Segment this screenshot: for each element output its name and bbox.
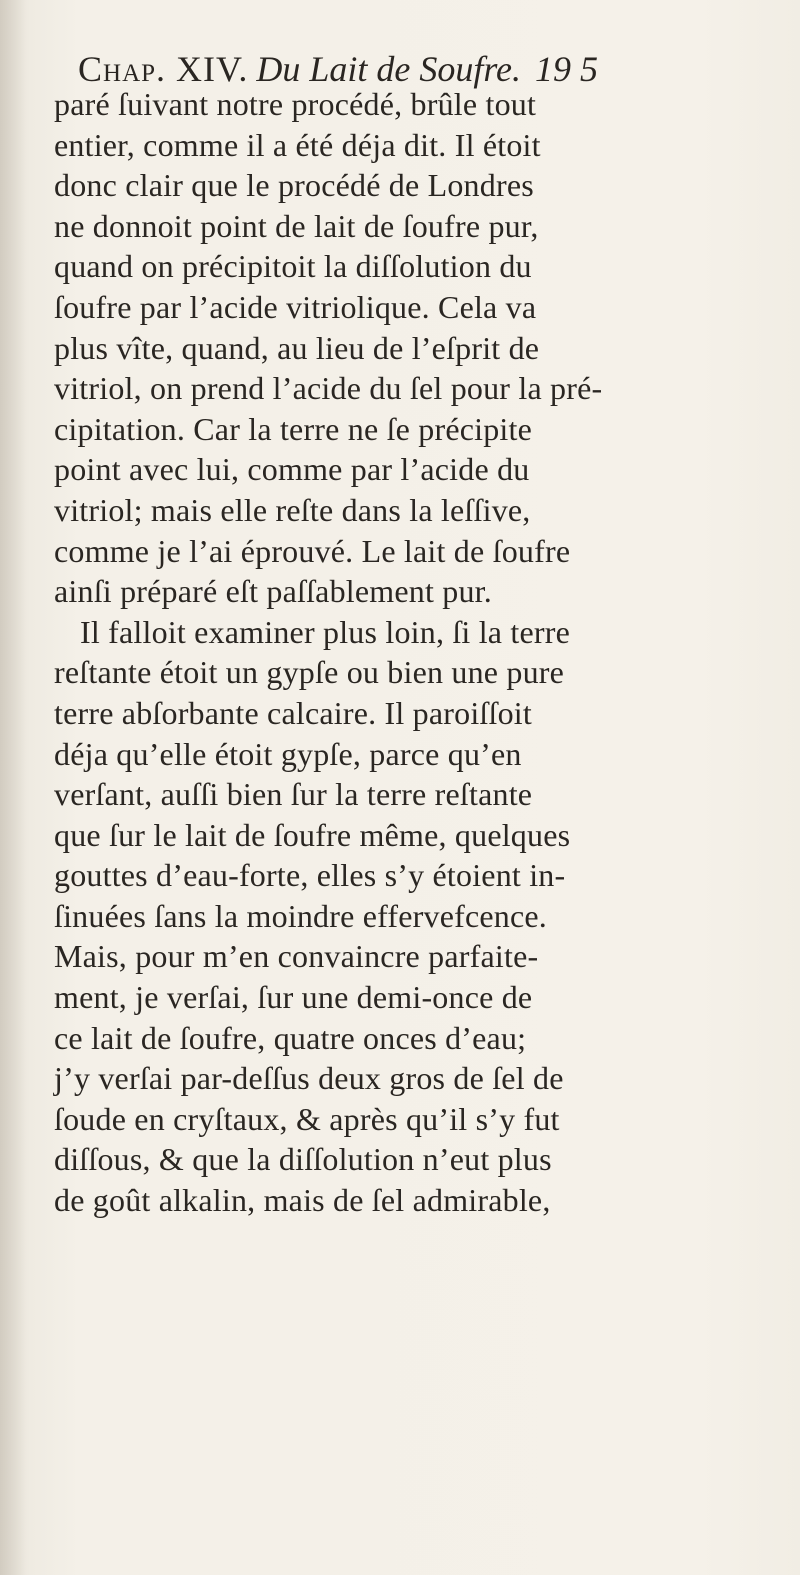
body-text [54,84,794,1221]
page-number: 19 5 [535,49,599,89]
text-line: j’y verſai par-deſſus deux gros de ſel de [54,1060,564,1097]
text-line: vitriol; mais elle reſte dans la leſſive, [54,491,531,528]
text-line: ſoufre par l’acide vitriolique. Cela va [54,288,537,325]
text-line: plus vîte, quand, au lieu de l’eſprit de [54,329,540,366]
text-line: entier, comme il a été déja dit. Il étoit [54,126,541,163]
text-line: cipitation. Car la terre ne ſe précipite [54,410,532,447]
text-line: ne donnoit point de lait de ſoufre pur, [54,207,539,244]
text-line: ainſi préparé eſt paſſablement pur. [54,573,492,610]
text-line: quand on précipitoit la diſſolution du [54,248,532,285]
binding-shadow [0,0,26,1575]
text-line: Mais, pour m’en convaincre parfaite- [54,938,539,975]
text-line: verſant, auſſi bien ſur la terre reſtante [54,776,533,813]
text-line: terre abſorbante calcaire. Il paroiſſoit [54,694,532,731]
text-line: que ſur le lait de ſoufre même, quelques [54,816,571,853]
text-line: ſinuées ſans la moindre effervefcence. [54,897,547,934]
chapter-label: Chap. XIV. [78,49,249,89]
text-line: de goût alkalin, mais de ſel admirable, [54,1182,551,1219]
text-line: diſſous, & que la diſſolution n’eut plus [54,1141,552,1178]
text-line: gouttes d’eau-forte, elles s’y étoient in- [54,857,566,894]
text-line: point avec lui, comme par l’acide du [54,451,530,488]
text-line: vitriol, on prend l’acide du ſel pour la pré- [54,370,603,407]
text-line: déja qu’elle étoit gypſe, parce qu’en [54,735,522,772]
text-line: donc clair que le procédé de Londres [54,167,534,204]
text-line: paré ſuivant notre procédé, brûle tout [54,86,537,122]
text-line: reſtante étoit un gypſe ou bien une pure [54,654,565,691]
text-line: ce lait de ſoufre, quatre onces d’eau; [54,1019,527,1056]
text-line: ment, je verſai, ſur une demi-once de [54,979,533,1016]
text-line: ſoude en cryſtaux, & après qu’il s’y fut [54,1100,560,1137]
chapter-title: Du Lait de Soufre. [256,49,522,89]
paragraph-first-line: Il falloit examiner plus loin, ſi la terre [80,613,571,650]
text-line: comme je l’ai éprouvé. Le lait de ſoufre [54,532,571,569]
